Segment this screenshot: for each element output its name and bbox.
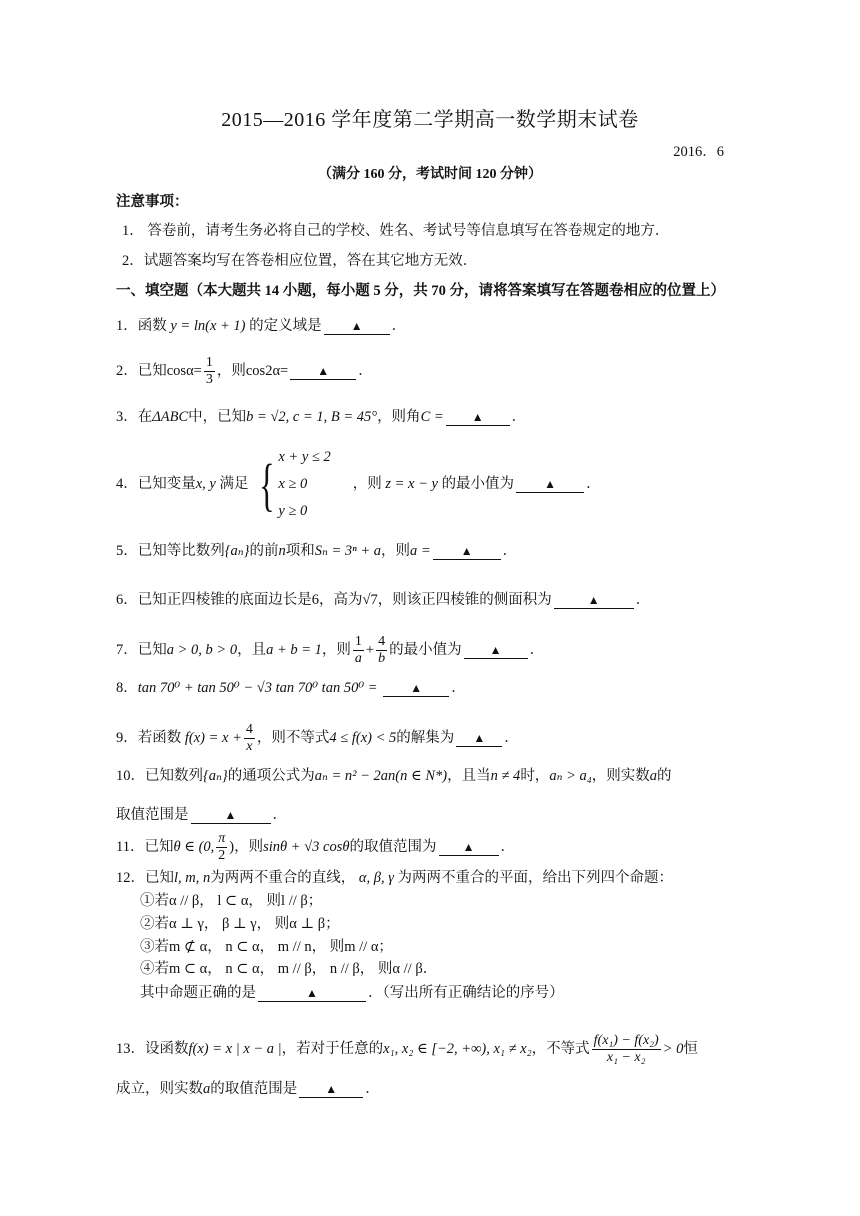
proposition-3: ③若m ⊄ α， n ⊂ α， m // n， 则m // α； xyxy=(140,939,393,955)
fraction: $\frac{1}{3}$ xyxy=(205,355,213,387)
question-13: 13．设函数f(x) = x | x − a |，若对于任意的x₁, x₂ ∈ [−2, +∞), x₁ ≠ x₂，不等式 $\frac{\text{f(x₁) − f(x₂)}}{\text{x₁ − x₂}}$ > 0恒 xyxy=(116,1033,698,1065)
fraction: $\frac{4}{b}$ xyxy=(378,634,386,666)
question-12: 12．已知l, m, n为两两不重合的直线， α, β, γ 为两两不重合的平面，给出下列四个命题： xyxy=(116,870,674,886)
exam-title: 2015—2016 学年度第二学期高一数学期末试卷 xyxy=(221,109,639,131)
answer-blank: ▲ xyxy=(383,680,449,697)
answer-blank: ▲ xyxy=(324,318,390,335)
question-10: 10．已知数列{aₙ}的通项公式为aₙ = n² − 2an(n ∈ N*)，且当n ≠ 4时，aₙ > a₄，则实数a的 xyxy=(116,768,672,784)
exam-score-time-note: （满分 160 分，考试时间 120 分钟） xyxy=(318,167,542,182)
notice-item-1: 1． 答卷前，请考生务必将自己的学校、姓名、考试号等信息填写在答卷规定的地方． xyxy=(122,223,670,239)
question-8: 8．tan 70⁰ + tan 50⁰ − √3 tan 70⁰ tan 50⁰ = ▲ ． xyxy=(116,680,466,696)
answer-blank: ▲ xyxy=(456,730,502,747)
notice-item-2: 2．试题答案均写在答卷相应位置，答在其它地方无效． xyxy=(122,253,478,269)
proposition-4: ④若m ⊂ α， n ⊂ α， m // β， n // β， 则α // β． xyxy=(140,961,438,977)
answer-blank: ▲ xyxy=(299,1081,363,1098)
proposition-1: ①若α // β， l ⊂ α， 则l // β； xyxy=(140,893,323,909)
question-3: 3．在ΔABC中，已知b = √2, c = 1, B = 45°，则角C = ▲ ． xyxy=(116,409,527,425)
question-9: 9．若函数 f(x) = x + $\frac{4}{x}$ ，则不等式4 ≤ f(x) < 5的解集为 ▲ ． xyxy=(116,722,519,754)
question-5: 5．已知等比数列{aₙ}的前n项和Sₙ = 3ⁿ + a，则a = ▲ ． xyxy=(116,543,518,559)
answer-blank: ▲ xyxy=(433,543,501,560)
question-13-line-2: 成立，则实数a的取值范围是 ▲ ． xyxy=(116,1081,380,1097)
answer-blank: ▲ xyxy=(464,642,528,659)
exam-date: 2016．6 xyxy=(673,144,724,160)
answer-blank: ▲ xyxy=(446,409,510,426)
answer-blank: ▲ xyxy=(554,592,634,609)
answer-blank: ▲ xyxy=(516,476,584,493)
question-2: 2．已知cosα= $\frac{1}{3}$ ，则cos2α= ▲ ． xyxy=(116,355,373,387)
question-7: 7．已知a > 0, b > 0，且a + b = 1，则 $\frac{1}{a}$ + $\frac{4}{b}$ 的最小值为 ▲ ． xyxy=(116,634,545,666)
fraction: $\frac{1}{a}$ xyxy=(354,634,362,666)
fraction: $\frac{\pi}{2}$ xyxy=(218,831,226,863)
question-11: 11．已知θ ∈ (0, $\frac{\pi}{2}$ )，则sinθ + √3 cosθ的取值范围为 ▲ ． xyxy=(116,831,516,863)
answer-blank: ▲ xyxy=(258,985,366,1002)
question-4: 4．已知变量x, y 满足 { x + y ≤ 2 x ≥ 0 y ≥ 0 ，则 z = x − y 的最小值为 ▲ ． xyxy=(116,444,601,525)
question-6: 6．已知正四棱锥的底面边长是6，高为√7，则该正四棱锥的侧面积为 ▲ ． xyxy=(116,592,651,608)
proposition-2: ②若α ⊥ γ， β ⊥ γ， 则α ⊥ β； xyxy=(140,916,340,932)
answer-blank: ▲ xyxy=(290,363,356,380)
constraint-system: { x + y ≤ 2 x ≥ 0 y ≥ 0 xyxy=(258,449,331,519)
section-fill-in-title: 一、填空题（本大题共 14 小题，每小题 5 分，共 70 分，请将答案填写在答题卷相应的位置上） xyxy=(116,283,725,299)
answer-blank: ▲ xyxy=(439,839,499,856)
notice-title: 注意事项： xyxy=(116,194,189,210)
question-1: 1．函数 y = ln(x + 1) 的定义域是 ▲ ． xyxy=(116,318,407,334)
question-12-answer: 其中命题正确的是 ▲ ．（写出所有正确结论的序号） xyxy=(140,985,564,1001)
fraction: $\frac{\text{f(x₁) − f(x₂)}}{\text{x₁ − x₂}}$ xyxy=(593,1033,659,1065)
question-10-line-2: 取值范围是 ▲ ． xyxy=(116,807,287,823)
fraction: $\frac{4}{x}$ xyxy=(245,722,253,754)
answer-blank: ▲ xyxy=(191,807,271,824)
